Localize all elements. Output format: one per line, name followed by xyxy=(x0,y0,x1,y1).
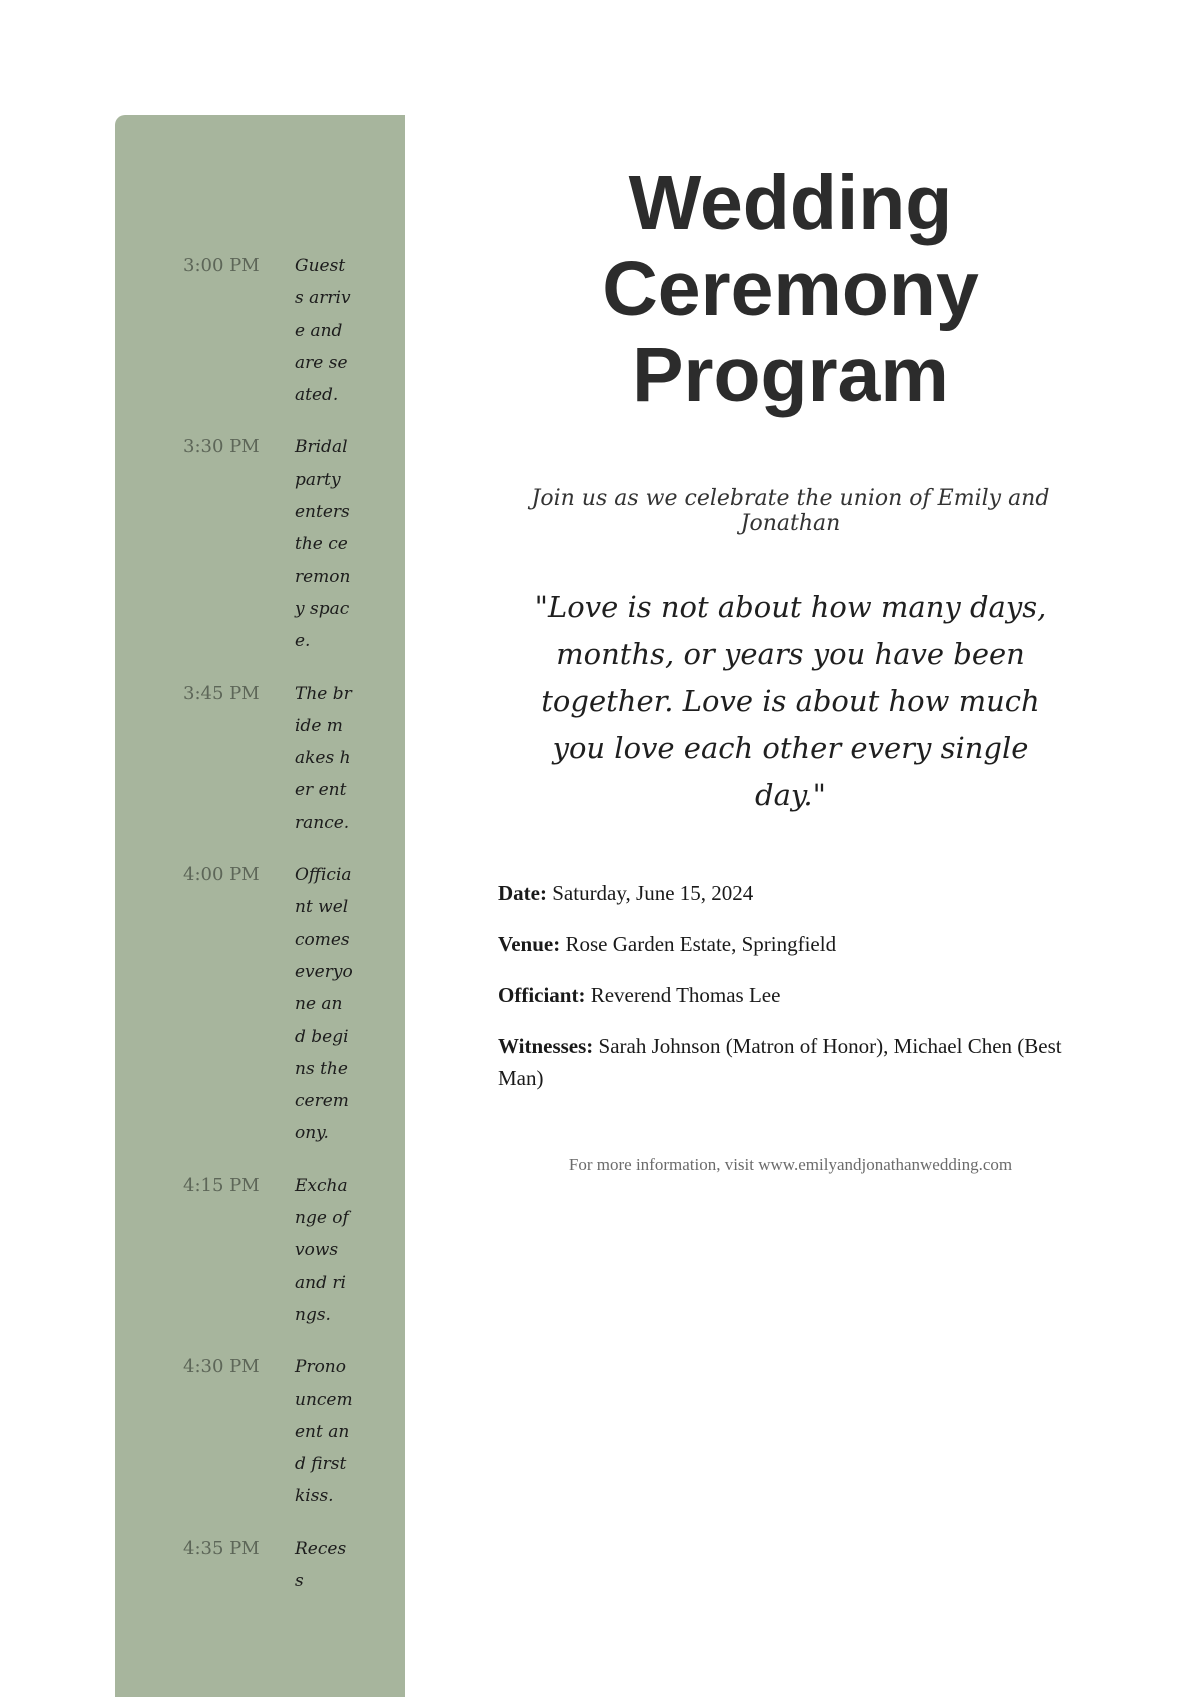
schedule-item xyxy=(183,859,405,1150)
detail-venue xyxy=(498,928,1083,960)
detail-value: Saturday, June 15, 2024 xyxy=(552,881,754,905)
schedule-event: Pronouncement and first kiss. xyxy=(295,1357,353,1507)
program-main xyxy=(498,160,1083,1175)
schedule-time: 4:35 PM xyxy=(183,1537,260,1559)
schedule-time: 4:00 PM xyxy=(183,864,260,886)
detail-label: Date: xyxy=(498,881,547,905)
schedule-event: Guests arrive and are seated. xyxy=(295,256,351,406)
schedule-event: Bridal party enters the ceremony space. xyxy=(295,437,351,652)
schedule-sidebar xyxy=(115,115,405,1697)
schedule-time: 3:45 PM xyxy=(183,682,260,704)
schedule-item xyxy=(183,1533,405,1598)
schedule-event: Officiant welcomes everyone and begins the ceremony. xyxy=(295,865,353,1144)
detail-witnesses xyxy=(498,1030,1083,1094)
subtitle: Join us as we celebrate the union of Emily and Jonathan xyxy=(531,486,1050,536)
detail-label: Witnesses: xyxy=(498,1034,594,1058)
schedule-time: 4:30 PM xyxy=(183,1356,260,1378)
schedule-event: The bride makes her entrance. xyxy=(295,683,352,833)
schedule-time: 3:30 PM xyxy=(183,436,260,458)
detail-label: Officiant: xyxy=(498,983,586,1007)
detail-label: Venue: xyxy=(498,932,561,956)
detail-officiant xyxy=(498,979,1083,1011)
schedule-event: Exchange of vows and rings. xyxy=(295,1175,349,1325)
footer-note: For more information, visit www.emilyandjonathanwedding.com xyxy=(568,1155,1013,1174)
schedule-event: Recess xyxy=(295,1538,347,1591)
schedule-item xyxy=(183,1351,405,1512)
schedule-item xyxy=(183,1170,405,1331)
page-title: Wedding Ceremony Program xyxy=(602,160,979,418)
detail-value: Sarah Johnson (Matron of Honor), Michael Chen (Best Man) xyxy=(498,1034,1062,1090)
ceremony-details xyxy=(498,877,1083,1094)
love-quote: "Love is not about how many days, months, or years you have been together. Love is about how much you love each other every single day." xyxy=(534,590,1047,812)
schedule-item xyxy=(183,678,405,839)
detail-value: Rose Garden Estate, Springfield xyxy=(565,932,837,956)
detail-date xyxy=(498,877,1083,909)
detail-value: Reverend Thomas Lee xyxy=(590,983,781,1007)
schedule-time: 3:00 PM xyxy=(183,255,260,276)
schedule-item xyxy=(183,431,405,657)
schedule-time: 4:15 PM xyxy=(183,1174,260,1196)
schedule-item xyxy=(183,250,405,411)
